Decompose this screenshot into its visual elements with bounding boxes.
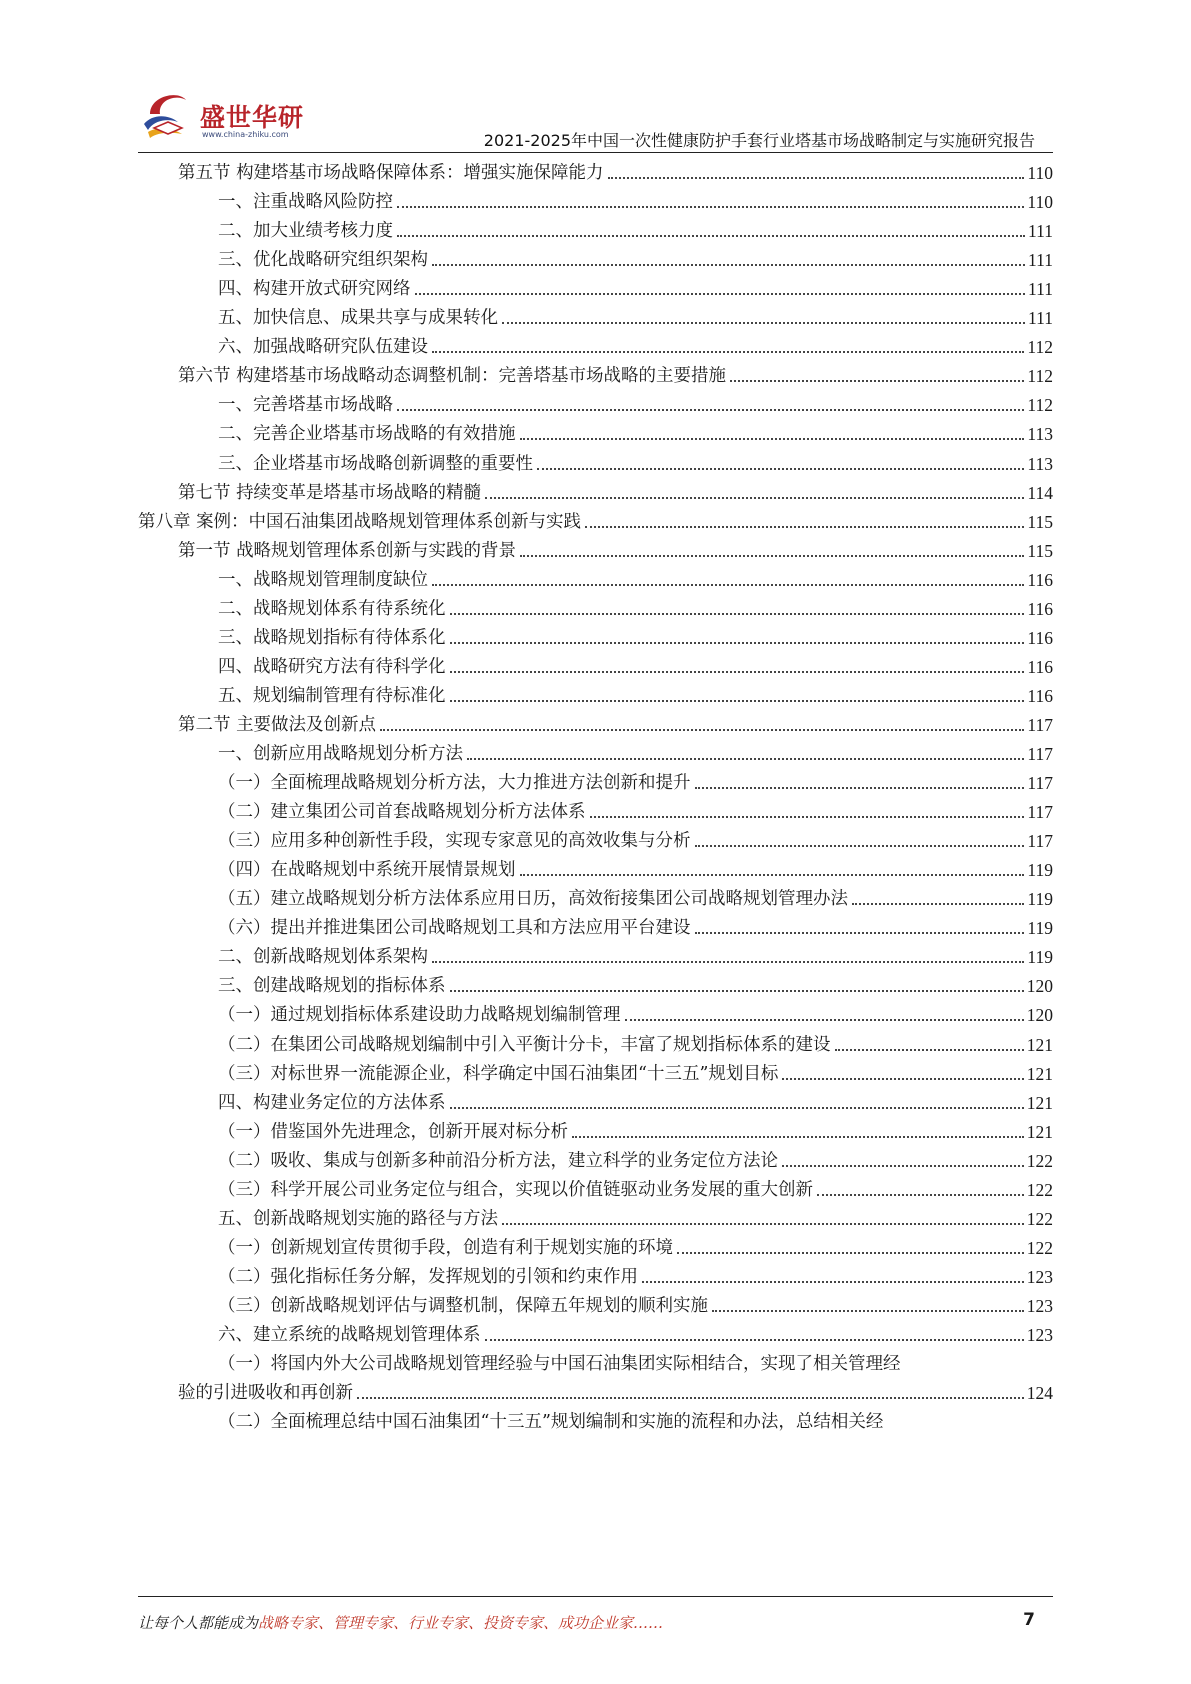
toc-entry-title: （五）建立战略规划分析方法体系应用日历，高效衔接集团公司战略规划管理办法 — [218, 889, 848, 910]
header-divider — [138, 152, 1053, 153]
toc-entry-title: 四、构建业务定位的方法体系 — [218, 1092, 446, 1113]
toc-leader-dots — [520, 438, 1025, 440]
toc-entry-title: （一）全面梳理战略规划分析方法，大力推进方法创新和提升 — [218, 773, 691, 794]
toc-entry-page: 110 — [1027, 163, 1053, 183]
toc-entry[interactable] — [218, 681, 1053, 711]
logo-text: 盛世华研 — [200, 103, 305, 132]
toc-leader-dots — [432, 351, 1024, 353]
toc-entry-page: 121 — [1026, 1063, 1053, 1084]
toc-leader-dots — [502, 322, 1025, 324]
footer-slogan-highlight: 战略专家、管理专家、行业专家、投资专家、成功企业家…… — [258, 1614, 664, 1632]
toc-entry-wrapped-line[interactable]: （二）全面梳理总结中国石油集团“十三五”规划编制和实施的流程和办法，总结相关经 — [218, 1412, 884, 1433]
footer-divider — [138, 1596, 1053, 1597]
toc-leader-dots — [712, 1310, 1024, 1312]
toc-leader-dots — [450, 990, 1024, 992]
toc-entry-page: 116 — [1027, 656, 1053, 677]
toc-entry-title: 二、完善企业塔基市场战略的有效措施 — [218, 424, 516, 445]
toc-entry[interactable] — [218, 1204, 1053, 1234]
toc-entry[interactable] — [178, 710, 1053, 740]
toc-entry[interactable] — [218, 565, 1053, 595]
toc-entry-page: 115 — [1027, 540, 1053, 561]
toc-entry-title: 三、创建战略规划的指标体系 — [218, 976, 446, 997]
toc-entry[interactable] — [218, 768, 1053, 798]
toc-entry[interactable] — [218, 1320, 1053, 1350]
toc-entry-title: 第二节 主要做法及创新点 — [178, 714, 377, 735]
toc-entry-title: 四、构建开放式研究网络 — [218, 279, 411, 300]
toc-entry-page: 122 — [1026, 1179, 1053, 1200]
toc-leader-dots — [502, 1223, 1024, 1225]
toc-entry-page: 117 — [1027, 773, 1053, 794]
toc-leader-dots — [432, 961, 1024, 963]
toc-entry[interactable] — [218, 1000, 1053, 1030]
toc-entry-page: 117 — [1027, 714, 1053, 735]
toc-entry-page: 123 — [1026, 1266, 1053, 1287]
toc-leader-dots — [450, 1107, 1024, 1109]
toc-entry[interactable] — [218, 216, 1053, 246]
toc-entry-title: 第五节 构建塔基市场战略保障体系：增强实施保障能力 — [178, 163, 604, 183]
toc-entry-page: 112 — [1027, 366, 1053, 387]
toc-entry[interactable] — [218, 797, 1053, 827]
toc-entry[interactable] — [178, 536, 1053, 566]
toc-entry-title: 六、建立系统的战略规划管理体系 — [218, 1325, 481, 1345]
toc-entry[interactable] — [218, 274, 1053, 304]
footer-slogan — [138, 1612, 663, 1633]
toc-entry[interactable] — [218, 245, 1053, 275]
toc-entry-page: 116 — [1027, 569, 1053, 590]
toc-leader-dots — [397, 206, 1024, 208]
toc-entry-title: 四、战略研究方法有待科学化 — [218, 656, 446, 677]
toc-entry-title: （二）强化指标任务分解，发挥规划的引领和约束作用 — [218, 1266, 638, 1287]
toc-entry-continuation[interactable] — [178, 1378, 1053, 1408]
toc-entry-page: 119 — [1027, 889, 1053, 910]
toc-entry[interactable] — [218, 390, 1053, 420]
toc-entry-title: （三）应用多种创新性手段，实现专家意见的高效收集与分析 — [218, 831, 691, 852]
toc-leader-dots — [485, 497, 1024, 499]
toc-entry[interactable] — [218, 1175, 1053, 1205]
toc-leader-dots — [835, 1049, 1024, 1051]
toc-entry[interactable] — [138, 507, 1053, 537]
toc-entry[interactable] — [218, 1146, 1053, 1176]
toc-entry-title: （三）科学开展公司业务定位与组合，实现以价值链驱动业务发展的重大创新 — [218, 1179, 813, 1200]
toc-entry-title: 二、创新战略规划体系架构 — [218, 947, 428, 968]
toc-entry-page: 111 — [1028, 221, 1053, 242]
toc-entry-title: （一）创新规划宣传贯彻手段，创造有利于规划实施的环境 — [218, 1237, 673, 1258]
toc-entry-title: 六、加强战略研究队伍建设 — [218, 337, 428, 358]
toc-entry-title: 五、创新战略规划实施的路径与方法 — [218, 1208, 498, 1229]
toc-leader-dots — [415, 293, 1026, 295]
toc-entry-page: 116 — [1027, 598, 1053, 619]
toc-leader-dots — [695, 787, 1025, 789]
toc-entry-title: （一）借鉴国外先进理念，创新开展对标分析 — [218, 1121, 568, 1142]
toc-leader-dots — [730, 380, 1024, 382]
toc-entry-page: 111 — [1028, 308, 1053, 329]
toc-entry[interactable] — [218, 419, 1053, 449]
toc-entry[interactable] — [218, 739, 1053, 769]
toc-entry[interactable] — [218, 1059, 1053, 1089]
toc-entry-title: 一、完善塔基市场战略 — [218, 395, 393, 416]
toc-entry-page: 114 — [1027, 482, 1053, 503]
toc-leader-dots — [520, 874, 1025, 876]
toc-leader-dots — [608, 177, 1025, 179]
toc-entry-wrapped-line[interactable]: （一）将国内外大公司战略规划管理经验与中国石油集团实际相结合，实现了相关管理经 — [218, 1354, 901, 1375]
toc-leader-dots — [397, 409, 1024, 411]
toc-leader-dots — [852, 903, 1024, 905]
toc-leader-dots — [357, 1397, 1024, 1399]
toc-entry[interactable] — [218, 1030, 1053, 1060]
toc-leader-dots — [467, 758, 1024, 760]
toc-entry-title: 二、战略规划体系有待系统化 — [218, 598, 446, 619]
toc-leader-dots — [450, 671, 1025, 673]
toc-leader-dots — [817, 1194, 1024, 1196]
toc-entry[interactable] — [218, 449, 1053, 479]
toc-entry-title: 第六节 构建塔基市场战略动态调整机制：完善塔基市场战略的主要措施 — [178, 366, 727, 387]
toc-entry[interactable] — [218, 1117, 1053, 1147]
toc-leader-dots — [677, 1252, 1024, 1254]
toc-entry[interactable] — [218, 942, 1053, 972]
toc-leader-dots — [432, 264, 1025, 266]
toc-entry-page: 113 — [1027, 453, 1053, 474]
toc-entry-page: 116 — [1027, 685, 1053, 706]
toc-leader-dots — [572, 1136, 1024, 1138]
toc-entry-page: 122 — [1026, 1150, 1053, 1171]
page-number: 7 — [1023, 1610, 1035, 1630]
toc-entry-page: 117 — [1027, 831, 1053, 852]
toc-entry[interactable] — [178, 478, 1053, 508]
toc-entry-title: （三）创新战略规划评估与调整机制，保障五年规划的顺利实施 — [218, 1295, 708, 1316]
toc-entry-title: 验的引进吸收和再创新 — [178, 1383, 353, 1404]
toc-entry-page: 117 — [1027, 802, 1053, 823]
toc-leader-dots — [782, 1078, 1023, 1080]
toc-leader-dots — [537, 468, 1024, 470]
toc-entry[interactable] — [218, 1262, 1053, 1292]
toc-entry[interactable] — [218, 623, 1053, 653]
toc-entry[interactable] — [218, 913, 1053, 943]
logo-mark-icon — [138, 84, 200, 146]
toc-entry-page: 115 — [1027, 511, 1053, 532]
toc-entry-page: 122 — [1026, 1237, 1053, 1258]
toc-entry-title: （二）在集团公司战略规划编制中引入平衡计分卡，丰富了规划指标体系的建设 — [218, 1034, 831, 1055]
toc-entry-page: 113 — [1027, 424, 1053, 445]
logo-url: www.china-zhiku.com — [202, 130, 289, 139]
toc-entry-page: 112 — [1027, 395, 1053, 416]
toc-entry-title: 三、战略规划指标有待体系化 — [218, 627, 446, 648]
toc-entry-title: 一、战略规划管理制度缺位 — [218, 569, 428, 590]
toc-entry-page: 120 — [1026, 976, 1053, 997]
toc-entry-page: 121 — [1026, 1034, 1053, 1055]
toc-entry-page: 112 — [1027, 337, 1053, 358]
toc-entry[interactable] — [178, 158, 1053, 188]
toc-entry-page: 119 — [1027, 947, 1053, 968]
toc-entry-title: 一、注重战略风险防控 — [218, 192, 393, 213]
footer-slogan-prefix: 让每个人都能成为 — [138, 1614, 259, 1632]
toc-entry-title: 第七节 持续变革是塔基市场战略的精髓 — [178, 482, 482, 503]
toc-leader-dots — [642, 1281, 1024, 1283]
toc-leader-dots — [432, 584, 1024, 586]
toc-entry[interactable] — [218, 826, 1053, 856]
toc-leader-dots — [450, 613, 1025, 615]
toc-leader-dots — [782, 1165, 1024, 1167]
toc-entry-page: 111 — [1028, 279, 1053, 300]
toc-entry-title: 一、创新应用战略规划分析方法 — [218, 744, 463, 764]
toc-entry[interactable] — [218, 332, 1053, 362]
toc-entry-page: 119 — [1027, 918, 1053, 939]
toc-entry[interactable] — [218, 855, 1053, 885]
toc-entry-page: 117 — [1027, 744, 1053, 764]
toc-entry[interactable] — [218, 971, 1053, 1001]
toc-entry[interactable] — [218, 594, 1053, 624]
toc-entry-title: （一）通过规划指标体系建设助力战略规划编制管理 — [218, 1005, 621, 1026]
toc-entry-title: 第一节 战略规划管理体系创新与实践的背景 — [178, 540, 517, 561]
toc-leader-dots — [585, 526, 1024, 528]
toc-leader-dots — [520, 555, 1024, 557]
toc-entry-page: 123 — [1026, 1325, 1053, 1345]
toc-leader-dots — [450, 642, 1025, 644]
toc-leader-dots — [397, 235, 1025, 237]
company-logo — [138, 84, 308, 146]
toc-entry-title: 二、加大业绩考核力度 — [218, 221, 393, 242]
toc-entry-page: 121 — [1026, 1092, 1053, 1113]
toc-leader-dots — [450, 700, 1025, 702]
toc-leader-dots — [695, 932, 1025, 934]
toc-entry[interactable] — [178, 361, 1053, 391]
toc-entry[interactable] — [218, 652, 1053, 682]
toc-entry-title: （二）吸收、集成与创新多种前沿分析方法，建立科学的业务定位方法论 — [218, 1150, 778, 1171]
toc-leader-dots — [380, 729, 1024, 731]
toc-entry-title: 第八章 案例：中国石油集团战略规划管理体系创新与实践 — [138, 511, 582, 532]
toc-leader-dots — [590, 816, 1025, 818]
report-title: 2021-2025年中国一次性健康防护手套行业塔基市场战略制定与实施研究报告 — [483, 131, 1035, 150]
toc-entry[interactable] — [218, 1088, 1053, 1118]
toc-entry[interactable] — [218, 303, 1053, 333]
toc-entry-page: 116 — [1027, 627, 1053, 648]
toc-entry-page: 123 — [1026, 1295, 1053, 1316]
toc-leader-dots — [485, 1339, 1024, 1341]
toc-entry-title: （六）提出并推进集团公司战略规划工具和方法应用平台建设 — [218, 918, 691, 939]
toc-entry-page: 121 — [1026, 1121, 1053, 1142]
toc-entry[interactable] — [218, 1291, 1053, 1321]
toc-entry-page: 110 — [1027, 192, 1053, 213]
toc-entry-title: 三、优化战略研究组织架构 — [218, 250, 428, 271]
toc-entry-page: 111 — [1028, 250, 1053, 271]
toc-entry-page: 120 — [1026, 1005, 1053, 1026]
toc-leader-dots — [625, 1019, 1024, 1021]
toc-entry-page: 122 — [1026, 1208, 1053, 1229]
toc-entry[interactable] — [218, 884, 1053, 914]
toc-entry-title: （四）在战略规划中系统开展情景规划 — [218, 860, 516, 881]
toc-entry[interactable] — [218, 1233, 1053, 1263]
page-header — [0, 0, 1191, 150]
toc-entry-page: 124 — [1026, 1383, 1053, 1404]
toc-entry[interactable] — [218, 187, 1053, 217]
toc-entry-page: 119 — [1027, 860, 1053, 881]
toc-entry-title: 五、加快信息、成果共享与成果转化 — [218, 308, 498, 329]
toc-leader-dots — [695, 845, 1025, 847]
toc-entry-title: （二）建立集团公司首套战略规划分析方法体系 — [218, 802, 586, 823]
toc-entry-title: （三）对标世界一流能源企业，科学确定中国石油集团“十三五”规划目标 — [218, 1063, 779, 1084]
toc-entry-title: 五、规划编制管理有待标准化 — [218, 685, 446, 706]
toc-entry-title: 三、企业塔基市场战略创新调整的重要性 — [218, 453, 533, 474]
